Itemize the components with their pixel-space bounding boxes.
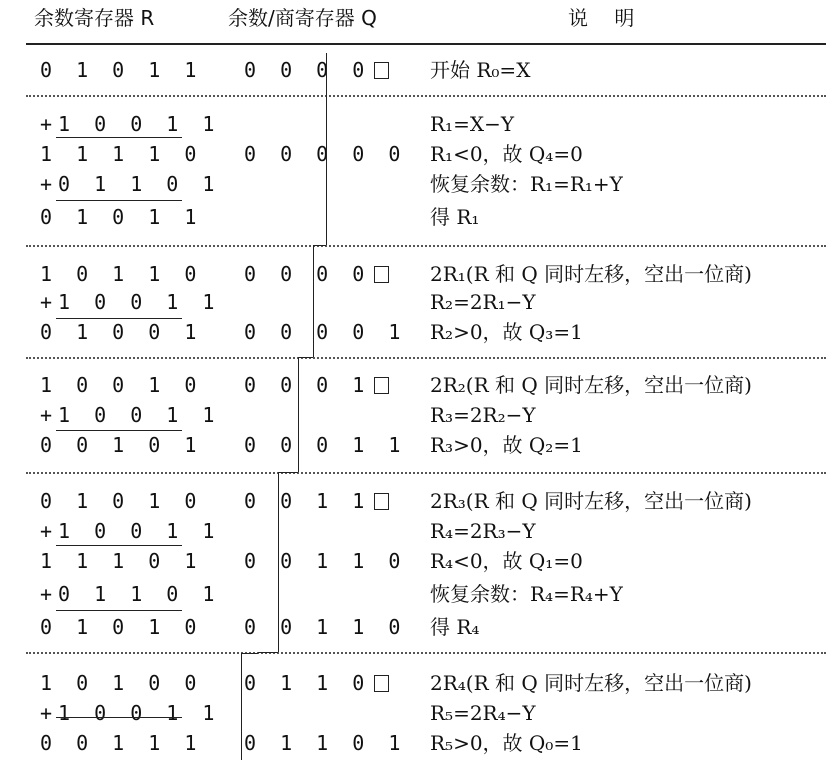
remainder-value: +1 0 0 1 1: [40, 519, 221, 543]
sum-rule: [56, 430, 182, 431]
quotient-value: 0 0 0 0 1: [244, 320, 407, 344]
step-description: 恢复余数：R₄=R₄+Y: [430, 582, 623, 606]
step-description: R₂>0，故 Q₃=1: [430, 320, 583, 344]
quotient-value: 0 0 0 1: [244, 373, 389, 397]
sum-rule: [56, 545, 182, 546]
empty-quotient-bit: [374, 377, 389, 394]
header-rule: [26, 43, 826, 45]
remainder-value: +1 0 0 1 1: [40, 112, 221, 136]
quotient-value: 0 0 1 1 0: [244, 615, 407, 639]
quotient-boundary: [298, 357, 313, 358]
remainder-value: +1 0 0 1 1: [40, 701, 221, 725]
remainder-value: 1 0 1 0 0: [40, 671, 203, 695]
step-description: 2R₁(R 和 Q 同时左移，空出一位商): [430, 262, 752, 286]
empty-quotient-bit: [374, 493, 389, 510]
remainder-value: 0 1 0 1 0: [40, 489, 203, 513]
quotient-value: 0 1 1 0: [244, 671, 389, 695]
step-description: R₃=2R₂−Y: [430, 403, 536, 427]
step-separator: [26, 472, 826, 474]
step-separator: [26, 245, 826, 247]
step-description: 2R₄(R 和 Q 同时左移，空出一位商): [430, 671, 752, 695]
step-description: 得 R₄: [430, 615, 480, 639]
remainder-value: +1 0 0 1 1: [40, 403, 221, 427]
quotient-value: 0 0 0 0: [244, 262, 389, 286]
quotient-boundary: [313, 245, 326, 246]
remainder-value: 0 0 1 1 1: [40, 731, 203, 755]
remainder-value: +0 1 1 0 1: [40, 582, 221, 606]
sum-rule: [56, 137, 182, 138]
step-description: R₄=2R₃−Y: [430, 519, 536, 543]
step-description: R₅=2R₄−Y: [430, 701, 536, 725]
step-description: R₁<0，故 Q₄=0: [430, 142, 583, 166]
quotient-boundary: [298, 357, 299, 472]
empty-quotient-bit: [374, 62, 389, 79]
remainder-value: +1 0 0 1 1: [40, 290, 221, 314]
remainder-value: 0 1 0 1 0: [40, 615, 203, 639]
step-description: 2R₃(R 和 Q 同时左移，空出一位商): [430, 489, 752, 513]
quotient-boundary: [278, 472, 279, 652]
quotient-value: 0 1 1 0 1: [244, 731, 407, 755]
quotient-boundary: [258, 652, 259, 653]
remainder-value: 1 1 1 0 1: [40, 549, 203, 573]
sum-rule: [56, 717, 182, 718]
step-description: R₃>0，故 Q₂=1: [430, 433, 583, 457]
sum-rule: [56, 200, 182, 201]
quotient-boundary: [326, 53, 327, 245]
step-description: 得 R₁: [430, 205, 480, 229]
remainder-value: 0 1 0 1 1: [40, 205, 203, 229]
sum-rule: [56, 318, 182, 319]
header-remainder-register: 余数寄存器 R: [34, 6, 155, 30]
step-description: 2R₂(R 和 Q 同时左移，空出一位商): [430, 373, 752, 397]
step-separator: [26, 357, 826, 359]
quotient-value: 0 0 0 1 1: [244, 433, 407, 457]
step-description: 开始 R₀=X: [430, 58, 531, 82]
quotient-boundary: [241, 653, 242, 760]
empty-quotient-bit: [374, 675, 389, 692]
quotient-boundary: [241, 653, 258, 654]
header-quotient-register: 余数/商寄存器 Q: [228, 6, 377, 30]
remainder-value: 0 1 0 0 1: [40, 320, 203, 344]
empty-quotient-bit: [374, 266, 389, 283]
step-separator: [26, 95, 826, 97]
step-separator: [26, 652, 826, 654]
step-description: R₁=X−Y: [430, 112, 515, 136]
quotient-value: 0 0 0 0: [244, 58, 389, 82]
header-description: 说 明: [568, 6, 635, 30]
step-description: 恢复余数：R₁=R₁+Y: [430, 172, 623, 196]
quotient-value: 0 0 1 1 0: [244, 549, 407, 573]
quotient-value: 0 0 0 0 0: [244, 142, 407, 166]
step-description: R₄<0，故 Q₁=0: [430, 549, 583, 573]
quotient-boundary: [258, 652, 278, 653]
quotient-boundary: [313, 245, 314, 357]
remainder-value: 0 1 0 1 1: [40, 58, 203, 82]
remainder-value: 0 0 1 0 1: [40, 433, 203, 457]
sum-rule: [56, 610, 182, 611]
step-description: R₂=2R₁−Y: [430, 290, 536, 314]
step-description: R₅>0，故 Q₀=1: [430, 731, 583, 755]
remainder-value: +0 1 1 0 1: [40, 172, 221, 196]
remainder-value: 1 1 1 1 0: [40, 142, 203, 166]
quotient-boundary: [278, 472, 298, 473]
remainder-value: 1 0 0 1 0: [40, 373, 203, 397]
quotient-value: 0 0 1 1: [244, 489, 389, 513]
remainder-value: 1 0 1 1 0: [40, 262, 203, 286]
